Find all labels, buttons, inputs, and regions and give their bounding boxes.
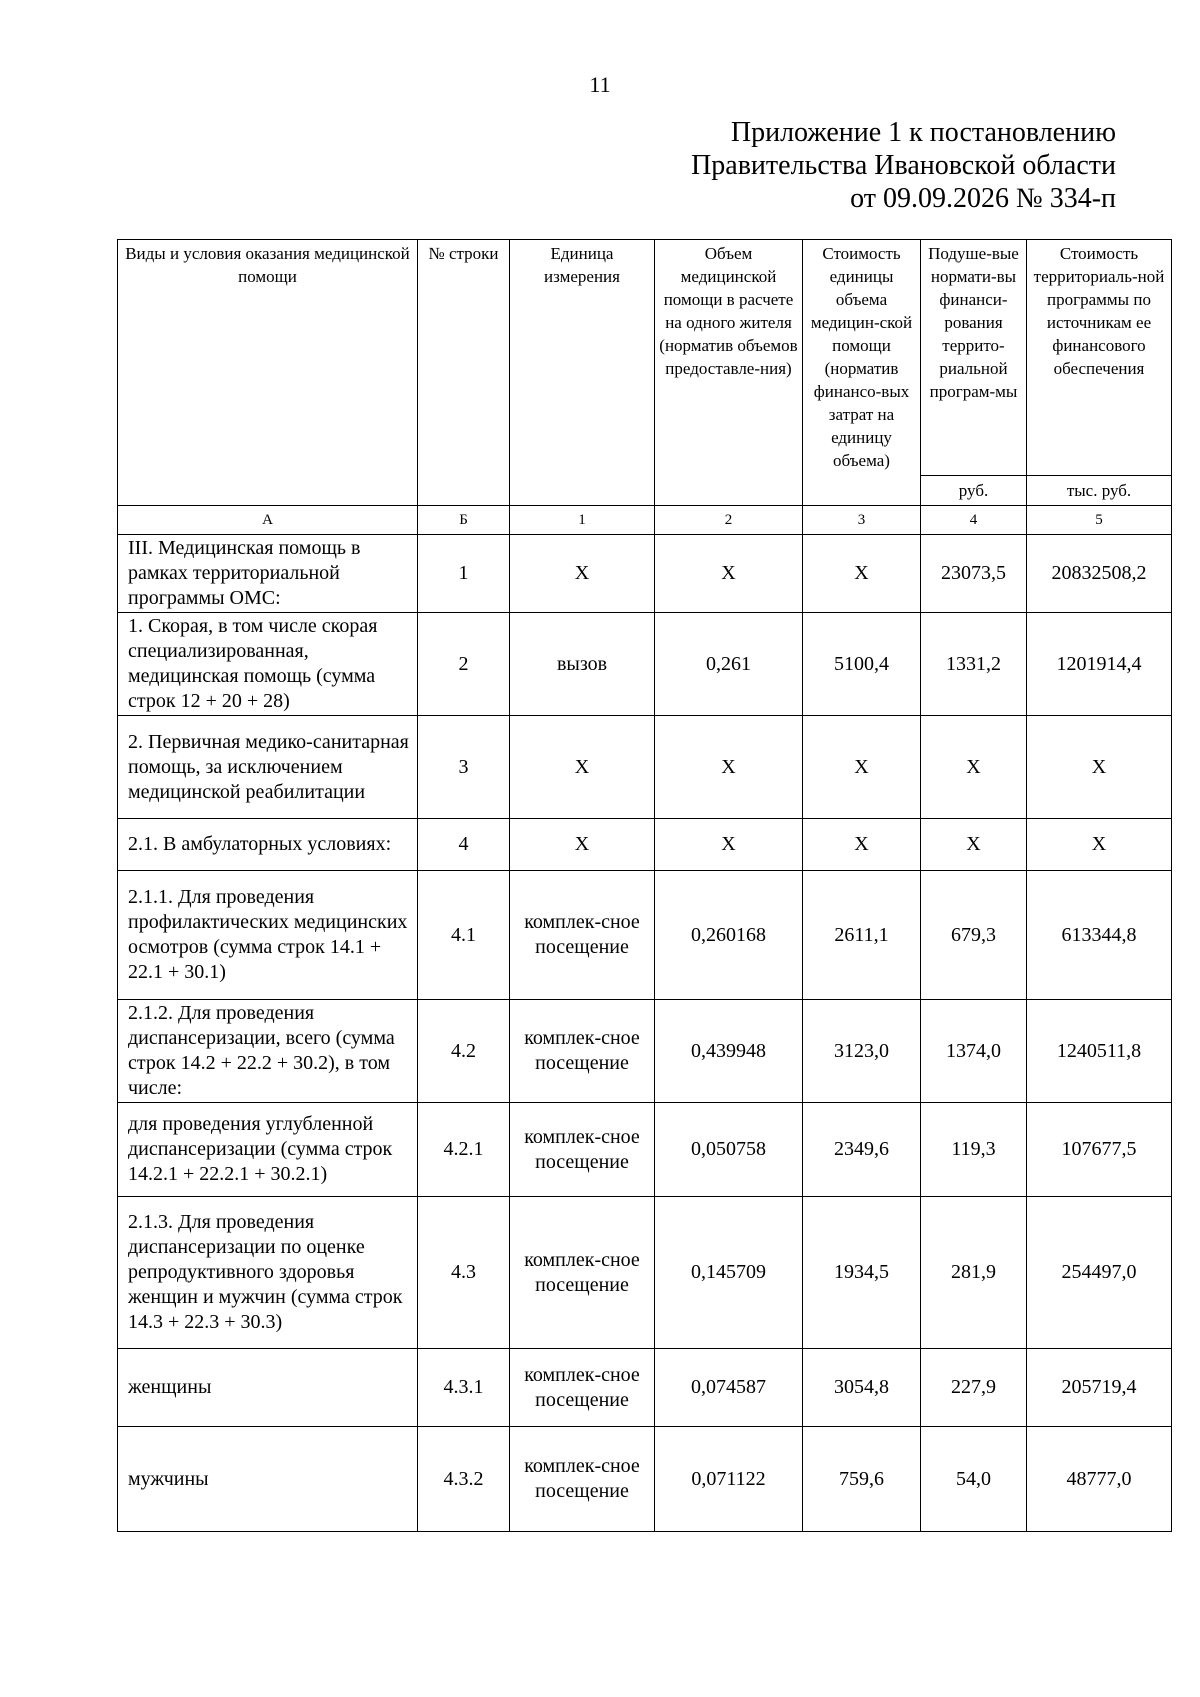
column-letter: 2	[655, 506, 803, 535]
row-cost: X	[803, 535, 921, 613]
row-number: 1	[418, 535, 510, 613]
row-name: женщины	[118, 1349, 418, 1427]
row-per-capita: 227,9	[921, 1349, 1027, 1427]
row-number: 4.1	[418, 871, 510, 1000]
row-name: 2.1.1. Для проведения профилактических медицинских осмотров (сумма строк 14.1 + 22.1 + 30.1)	[118, 871, 418, 1000]
row-name: 2.1.3. Для проведения диспансеризации по оценке репродуктивного здоровья женщин и мужчин (сумма строк 14.3 + 22.3 + 30.3)	[118, 1197, 418, 1349]
row-unit: X	[510, 819, 655, 871]
row-total: 613344,8	[1027, 871, 1172, 1000]
row-total: X	[1027, 819, 1172, 871]
row-volume: X	[655, 535, 803, 613]
row-total: 107677,5	[1027, 1103, 1172, 1197]
row-per-capita: 119,3	[921, 1103, 1027, 1197]
table-row	[118, 1427, 1172, 1532]
row-number: 4.3	[418, 1197, 510, 1349]
row-number: 4.3.2	[418, 1427, 510, 1532]
row-volume: 0,261	[655, 613, 803, 716]
table-row	[118, 716, 1172, 819]
row-unit: комплек-сное посещение	[510, 1349, 655, 1427]
appendix-line-3: от 09.09.2026 № 334-п	[850, 183, 1116, 214]
row-total: 254497,0	[1027, 1197, 1172, 1349]
header-cost-unit: Стоимость единицы объема медицин-ской помощи (норматив финансо-вых затрат на единицу объема)	[803, 240, 921, 506]
row-name: мужчины	[118, 1427, 418, 1532]
header-row-number: № строки	[418, 240, 510, 506]
row-number: 4.2	[418, 1000, 510, 1103]
row-total: 20832508,2	[1027, 535, 1172, 613]
row-per-capita: 23073,5	[921, 535, 1027, 613]
column-letter: 5	[1027, 506, 1172, 535]
row-volume: 0,145709	[655, 1197, 803, 1349]
appendix-header	[691, 116, 1116, 215]
row-cost: 3054,8	[803, 1349, 921, 1427]
row-name: 1. Скорая, в том числе скорая специализированная, медицинская помощь (сумма строк 12 + 20 + 28)	[118, 613, 418, 716]
appendix-line-2: Правительства Ивановской области	[691, 150, 1116, 181]
row-per-capita: 679,3	[921, 871, 1027, 1000]
row-number: 3	[418, 716, 510, 819]
row-number: 4.3.1	[418, 1349, 510, 1427]
column-letter: А	[118, 506, 418, 535]
row-unit: комплек-сное посещение	[510, 871, 655, 1000]
row-cost: 759,6	[803, 1427, 921, 1532]
row-cost: 1934,5	[803, 1197, 921, 1349]
table-row	[118, 871, 1172, 1000]
header-kind: Виды и условия оказания медицинской помощи	[118, 240, 418, 506]
row-name: 2. Первичная медико-санитарная помощь, за исключением медицинской реабилитации	[118, 716, 418, 819]
row-cost: X	[803, 819, 921, 871]
row-unit: X	[510, 716, 655, 819]
row-total: 1201914,4	[1027, 613, 1172, 716]
row-total: 1240511,8	[1027, 1000, 1172, 1103]
table-row	[118, 535, 1172, 613]
row-name: 2.1. В амбулаторных условиях:	[118, 819, 418, 871]
table-row	[118, 819, 1172, 871]
column-letter: 4	[921, 506, 1027, 535]
row-number: 2	[418, 613, 510, 716]
table-row	[118, 613, 1172, 716]
row-total: X	[1027, 716, 1172, 819]
row-volume: 0,074587	[655, 1349, 803, 1427]
medical-care-table	[117, 239, 1172, 1532]
row-per-capita: 1374,0	[921, 1000, 1027, 1103]
row-total: 48777,0	[1027, 1427, 1172, 1532]
table-row	[118, 1197, 1172, 1349]
header-cost-program-unit: тыс. руб.	[1027, 476, 1172, 506]
table-row	[118, 1103, 1172, 1197]
row-total: 205719,4	[1027, 1349, 1172, 1427]
row-volume: 0,050758	[655, 1103, 803, 1197]
row-per-capita: 281,9	[921, 1197, 1027, 1349]
table-row	[118, 1000, 1172, 1103]
page-number: 11	[589, 72, 611, 97]
row-unit: комплек-сное посещение	[510, 1000, 655, 1103]
row-number: 4	[418, 819, 510, 871]
row-name: для проведения углубленной диспансеризации (сумма строк 14.2.1 + 22.2.1 + 30.2.1)	[118, 1103, 418, 1197]
row-volume: 0,439948	[655, 1000, 803, 1103]
row-volume: X	[655, 819, 803, 871]
header-cost-program: Стоимость территориаль-ной программы по источникам ее финансового обеспечения	[1027, 240, 1172, 476]
column-letter: 3	[803, 506, 921, 535]
column-letter: Б	[418, 506, 510, 535]
column-letter: 1	[510, 506, 655, 535]
row-number: 4.2.1	[418, 1103, 510, 1197]
row-unit: комплек-сное посещение	[510, 1427, 655, 1532]
row-name: 2.1.2. Для проведения диспансеризации, всего (сумма строк 14.2 + 22.2 + 30.2), в том числе:	[118, 1000, 418, 1103]
row-cost: 5100,4	[803, 613, 921, 716]
row-volume: 0,260168	[655, 871, 803, 1000]
row-cost: 3123,0	[803, 1000, 921, 1103]
column-letters-row	[118, 506, 1172, 535]
row-name: III. Медицинская помощь в рамках территориальной программы ОМС:	[118, 535, 418, 613]
row-per-capita: X	[921, 716, 1027, 819]
row-unit: X	[510, 535, 655, 613]
row-unit: комплек-сное посещение	[510, 1103, 655, 1197]
row-per-capita: X	[921, 819, 1027, 871]
row-unit: вызов	[510, 613, 655, 716]
row-per-capita: 54,0	[921, 1427, 1027, 1532]
row-volume: 0,071122	[655, 1427, 803, 1532]
header-unit: Единица измерения	[510, 240, 655, 506]
row-per-capita: 1331,2	[921, 613, 1027, 716]
header-per-capita: Подуше-вые нормати-вы финанси-рования террито-риальной програм-мы	[921, 240, 1027, 476]
row-volume: X	[655, 716, 803, 819]
appendix-line-1: Приложение 1 к постановлению	[730, 117, 1116, 148]
header-volume: Объем медицинской помощи в расчете на одного жителя (норматив объемов предоставле-ния)	[655, 240, 803, 506]
row-cost: 2611,1	[803, 871, 921, 1000]
row-cost: 2349,6	[803, 1103, 921, 1197]
row-cost: X	[803, 716, 921, 819]
row-unit: комплек-сное посещение	[510, 1197, 655, 1349]
table-row	[118, 1349, 1172, 1427]
header-per-capita-unit: руб.	[921, 476, 1027, 506]
